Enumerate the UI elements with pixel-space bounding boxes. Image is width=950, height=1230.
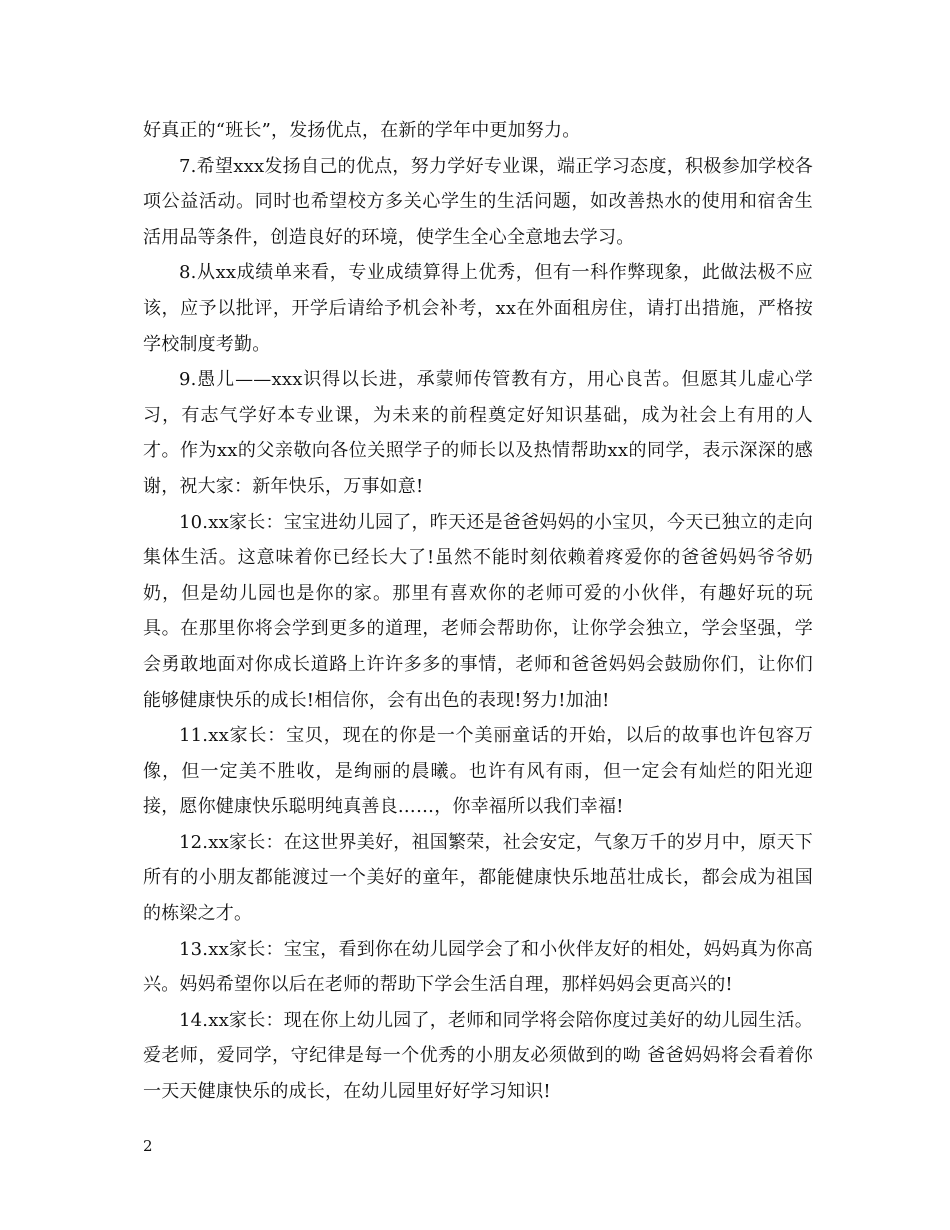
paragraph-item-13: 13.xx家长：宝宝，看到你在幼儿园学会了和小伙伴友好的相处，妈妈真为你高兴。妈妈希望你以后在老师的帮助下学会生活自理，那样妈妈会更高兴的! bbox=[143, 938, 813, 996]
paragraph-item-12: 12.xx家长：在这世界美好，祖国繁荣，社会安定，气象万千的岁月中，原天下所有的小朋友都能渡过一个美好的童年，都能健康快乐地茁壮成长，都会成为祖国的栋梁之才。 bbox=[143, 831, 813, 925]
paragraph-item-14: 14.xx家长：现在你上幼儿园了，老师和同学将会陪你度过美好的幼儿园生活。爱老师，爱同学，守纪律是每一个优秀的小朋友必须做到的呦 爸爸妈妈将会看着你一天天健康快乐的成长，在幼儿园里好好学习知识! bbox=[143, 1009, 813, 1103]
paragraph-item-8: 8.从xx成绩单来看，专业成绩算得上优秀，但有一科作弊现象，此做法极不应该，应予以批评，开学后请给予机会补考，xx在外面租房住，请打出措施，严格按学校制度考勤。 bbox=[143, 262, 813, 355]
page-number: 2 bbox=[143, 1137, 153, 1155]
paragraph-item-11: 11.xx家长：宝贝，现在的你是一个美丽童话的开始，以后的故事也许包容万像，但一定美不胜收，是绚丽的晨曦。也许有风有雨，但一定会有灿烂的阳光迎接，愿你健康快乐聪明纯真善良……，你幸福所以我们幸福! bbox=[143, 725, 813, 818]
paragraph-item-7: 7.希望xxx发扬自己的优点，努力学好专业课，端正学习态度，积极参加学校各项公益活动。同时也希望校方多关心学生的生活问题，如改善热水的使用和宿舍生活用品等条件，创造良好的环境，使学生全心全意地去学习。 bbox=[143, 155, 813, 248]
paragraph-item-9: 9.愚儿——xxx识得以长进，承蒙师传管教有方，用心良苦。但愿其儿虚心学习，有志气学好本专业课，为未来的前程奠定好知识基础，成为社会上有用的人才。作为xx的父亲敬向各位关照学子的师长以及热情帮助xx的同学，表示深深的感谢，祝大家：新年快乐，万事如意! bbox=[143, 369, 813, 497]
document-body bbox=[143, 113, 813, 1110]
paragraph-continuation: 好真正的“班长”，发扬优点，在新的学年中更加努力。 bbox=[143, 120, 581, 141]
paragraph-item-10: 10.xx家长：宝宝进幼儿园了，昨天还是爸爸妈妈的小宝贝，今天已独立的走向集体生活。这意味着你已经长大了!虽然不能时刻依赖着疼爱你的爸爸妈妈爷爷奶奶，但是幼儿园也是你的家。那里有喜欢你的老师可爱的小伙伴，有趣好玩的玩具。在那里你将会学到更多的道理，老师会帮助你，让你学会独立，学会坚强，学会勇敢地面对你成长道路上许许多多的事情，老师和爸爸妈妈会鼓励你们，让你们能够健康快乐的成长!相信你，会有出色的表现!努力!加油! bbox=[143, 511, 813, 711]
